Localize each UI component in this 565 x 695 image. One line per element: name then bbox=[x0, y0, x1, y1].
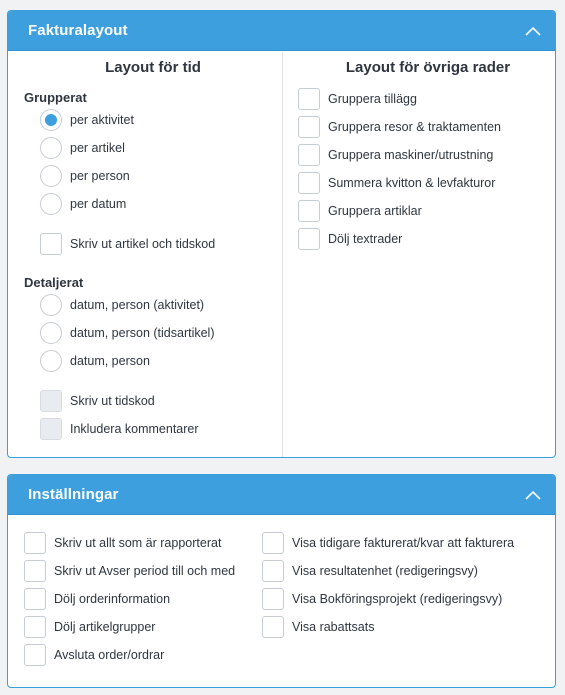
checkbox-summera-kvitton[interactable] bbox=[298, 171, 495, 195]
installningar-panel bbox=[7, 474, 556, 688]
checkbox[interactable] bbox=[298, 200, 320, 222]
radio-datum-person-tidsartikel[interactable] bbox=[40, 321, 215, 345]
checkbox-label: Gruppera resor & traktamenten bbox=[328, 120, 501, 134]
checkbox-label: Dölj artikelgrupper bbox=[54, 620, 156, 634]
checkbox-skriv-ut-allt[interactable] bbox=[24, 531, 221, 555]
checkbox-label: Gruppera maskiner/utrustning bbox=[328, 148, 494, 162]
checkbox[interactable] bbox=[24, 560, 46, 582]
checkbox-skriv-ut-tidskod[interactable] bbox=[40, 389, 155, 413]
radio-per-aktivitet[interactable] bbox=[40, 108, 134, 132]
grupperat-title: Grupperat bbox=[24, 90, 87, 105]
checkbox-label: Dölj textrader bbox=[328, 232, 403, 246]
radio-button[interactable] bbox=[40, 350, 62, 372]
checkbox-skriv-ut-avser-period[interactable] bbox=[24, 559, 235, 583]
checkbox-label: Inkludera kommentarer bbox=[70, 422, 199, 436]
checkbox-label: Visa rabattsats bbox=[292, 620, 375, 634]
fakturalayout-panel bbox=[7, 10, 556, 458]
radio-datum-person[interactable] bbox=[40, 349, 150, 373]
checkbox-visa-bokforingsprojekt[interactable] bbox=[262, 587, 502, 611]
radio-button[interactable] bbox=[40, 109, 62, 131]
checkbox-label: Visa resultatenhet (redigeringsvy) bbox=[292, 564, 478, 578]
checkbox[interactable] bbox=[298, 116, 320, 138]
checkbox-inkludera-kommentarer[interactable] bbox=[40, 417, 199, 441]
checkbox[interactable] bbox=[40, 418, 62, 440]
radio-button[interactable] bbox=[40, 294, 62, 316]
checkbox-dolj-orderinformation[interactable] bbox=[24, 587, 170, 611]
checkbox-dolj-textrader[interactable] bbox=[298, 227, 402, 251]
column-divider bbox=[282, 52, 283, 457]
checkbox-label: Skriv ut tidskod bbox=[70, 394, 155, 408]
radio-label: per aktivitet bbox=[70, 113, 134, 127]
checkbox-dolj-artikelgrupper[interactable] bbox=[24, 615, 155, 639]
checkbox[interactable] bbox=[24, 532, 46, 554]
radio-label: datum, person (aktivitet) bbox=[70, 298, 205, 312]
checkbox-avsluta-order[interactable] bbox=[24, 643, 164, 667]
radio-button[interactable] bbox=[40, 137, 62, 159]
radio-per-artikel[interactable] bbox=[40, 136, 125, 160]
checkbox-label: Gruppera artiklar bbox=[328, 204, 422, 218]
checkbox-skriv-ut-artikel-och-tidskod[interactable] bbox=[40, 232, 215, 256]
checkbox[interactable] bbox=[40, 390, 62, 412]
checkbox-label: Skriv ut allt som är rapporterat bbox=[54, 536, 222, 550]
checkbox[interactable] bbox=[24, 644, 46, 666]
checkbox-label: Visa Bokföringsprojekt (redigeringsvy) bbox=[292, 592, 503, 606]
checkbox-visa-tidigare-fakturerat[interactable] bbox=[262, 531, 514, 555]
detaljerat-title: Detaljerat bbox=[24, 275, 84, 290]
radio-per-datum[interactable] bbox=[40, 192, 126, 216]
checkbox-gruppera-artiklar[interactable] bbox=[298, 199, 422, 223]
checkbox-gruppera-tillagg[interactable] bbox=[298, 87, 417, 111]
radio-label: per artikel bbox=[70, 141, 125, 155]
checkbox[interactable] bbox=[262, 616, 284, 638]
checkbox-label: Avsluta order/ordrar bbox=[54, 648, 165, 662]
installningar-header[interactable] bbox=[8, 475, 555, 515]
checkbox[interactable] bbox=[24, 616, 46, 638]
fakturalayout-title: Fakturalayout bbox=[28, 22, 128, 39]
radio-button[interactable] bbox=[40, 322, 62, 344]
checkbox[interactable] bbox=[24, 588, 46, 610]
checkbox-gruppera-resor[interactable] bbox=[298, 115, 501, 139]
checkbox[interactable] bbox=[262, 560, 284, 582]
checkbox[interactable] bbox=[40, 233, 62, 255]
radio-dot bbox=[45, 114, 57, 126]
checkbox-label: Summera kvitton & levfakturor bbox=[328, 176, 496, 190]
layout-for-tid-title: Layout för tid bbox=[105, 59, 201, 76]
chevron-up-icon[interactable] bbox=[523, 485, 543, 505]
checkbox-label: Gruppera tillägg bbox=[328, 92, 417, 106]
checkbox[interactable] bbox=[298, 228, 320, 250]
checkbox[interactable] bbox=[262, 532, 284, 554]
checkbox-visa-resultatenhet[interactable] bbox=[262, 559, 478, 583]
checkbox[interactable] bbox=[298, 144, 320, 166]
chevron-up-icon[interactable] bbox=[523, 21, 543, 41]
radio-per-person[interactable] bbox=[40, 164, 130, 188]
radio-label: per datum bbox=[70, 197, 127, 211]
checkbox-gruppera-maskiner[interactable] bbox=[298, 143, 493, 167]
checkbox-visa-rabattsats[interactable] bbox=[262, 615, 374, 639]
layout-for-ovriga-rader-title: Layout för övriga rader bbox=[345, 59, 511, 76]
radio-button[interactable] bbox=[40, 165, 62, 187]
checkbox[interactable] bbox=[262, 588, 284, 610]
checkbox[interactable] bbox=[298, 172, 320, 194]
radio-label: datum, person (tidsartikel) bbox=[70, 326, 215, 340]
fakturalayout-header[interactable] bbox=[8, 11, 555, 51]
installningar-title: Inställningar bbox=[28, 486, 119, 503]
radio-label: datum, person bbox=[70, 354, 150, 368]
checkbox-label: Dölj orderinformation bbox=[54, 592, 171, 606]
checkbox-label: Visa tidigare fakturerat/kvar att fakturera bbox=[292, 536, 515, 550]
radio-label: per person bbox=[70, 169, 130, 183]
checkbox-label: Skriv ut Avser period till och med bbox=[54, 564, 236, 578]
checkbox[interactable] bbox=[298, 88, 320, 110]
checkbox-label: Skriv ut artikel och tidskod bbox=[70, 237, 216, 251]
radio-datum-person-aktivitet[interactable] bbox=[40, 293, 204, 317]
radio-button[interactable] bbox=[40, 193, 62, 215]
